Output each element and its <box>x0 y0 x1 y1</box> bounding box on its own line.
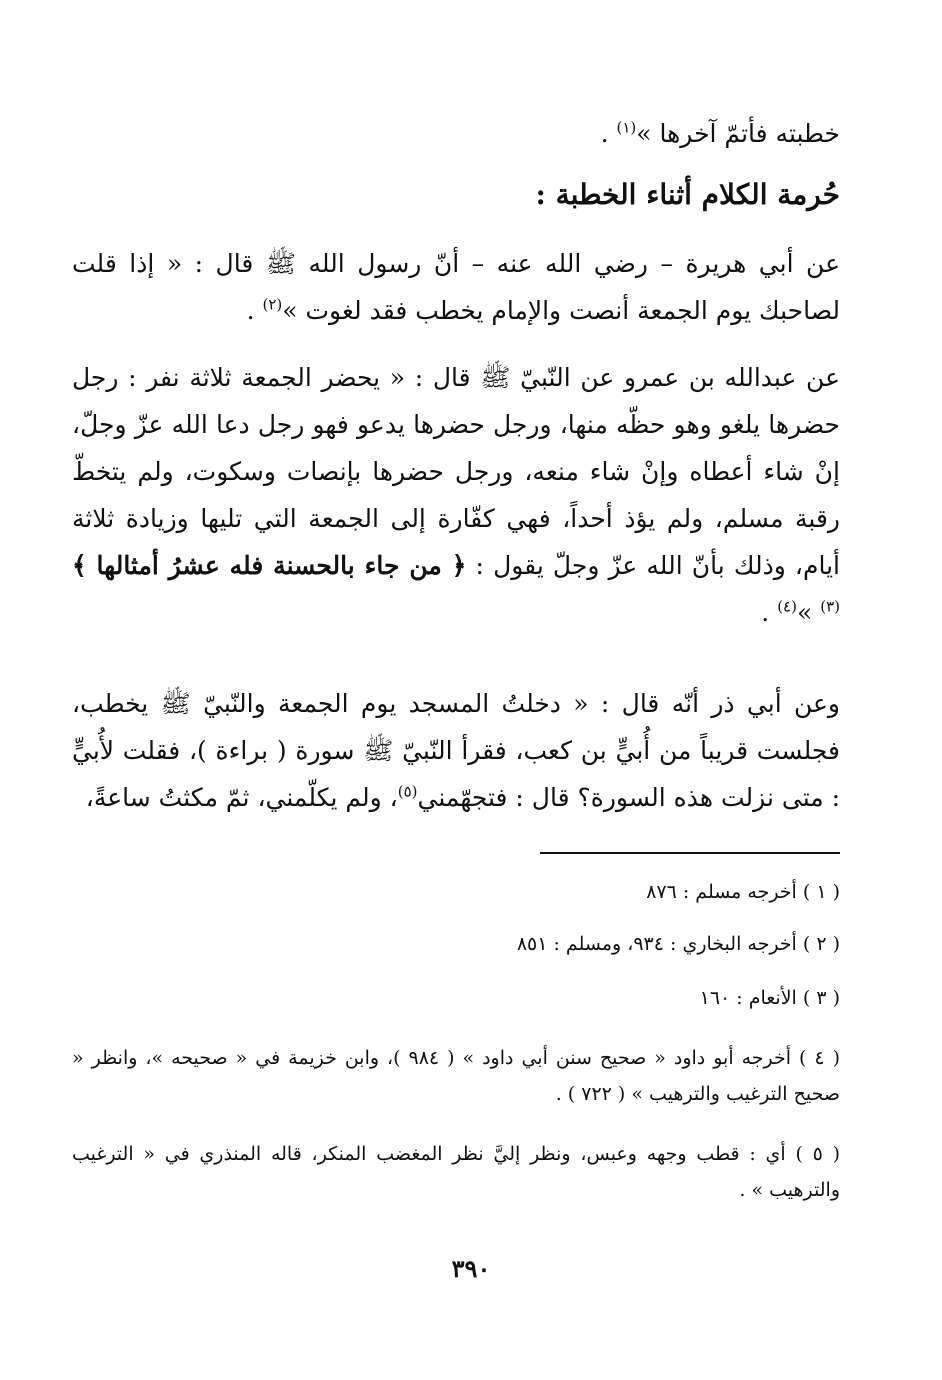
para2-text: عن عبدالله بن عمرو عن النّبيّ ﷺ قال : « يحضر الجمعة ثلاثة نفر : رجل حضرها يلغو وهو حظّه منها، ورجل حضرها يدعو فهو رجل دعا الله عزّ وجلّ، إنْ شاء أعطاه وإنْ شاء منعه، ورجل حضرها بإنصات وسكوت، ولم يتخطّ رقبة مسلم، ولم يؤذ أحداً، فهي كفّارة إلى الجمعة التي تليها وزيادة ثلاثة أيام، وذلك بأنّ الله عزّ وجلّ يقول : <box>72 363 840 580</box>
footnote-ref-4: (٤) <box>777 597 797 616</box>
hadith-paragraph-2 <box>72 354 840 636</box>
opening-line <box>72 110 840 157</box>
para3-post: ، ولم يكلّمني، ثمّ مكثتُ ساعةً، <box>85 783 398 812</box>
footnote-3: ( ٣ ) الأنعام : ١٦٠ <box>699 987 840 1009</box>
footnote-ref-5: (٥) <box>397 782 418 801</box>
footnote-5: ( ٥ ) أي : قطب وجهه وعبس، ونظر إليَّ نظر المغضب المنكر، قاله المنذري في « الترغيب والترهيب » . <box>72 1143 840 1201</box>
para1-text: عن أبي هريرة – رضي الله عنه – أنّ رسول الله ﷺ قال : « إذا قلت لصاحبك يوم الجمعة أنصت والإمام يخطب فقد لغوت » <box>72 249 840 325</box>
footnote-4: ( ٤ ) أخرجه أبو داود « صحيح سنن أبي داود » ( ٩٨٤ )، وابن خزيمة في « صحيحه »، وانظر « صحيح الترغيب والترهيب » ( ٧٢٢ ) . <box>72 1047 840 1105</box>
para1-end: . <box>246 296 263 325</box>
quran-verse: ﴿ من جاء بالحسنة فله عشرُ أمثالها ﴾ <box>72 551 467 580</box>
footnote-divider <box>540 852 840 854</box>
page-number: ٣٩٠ <box>451 1254 491 1283</box>
footnote-1: ( ١ ) أخرجه مسلم : ٨٧٦ <box>646 881 840 903</box>
footnote-ref-3: (٣) <box>820 597 840 616</box>
para2-end: . <box>761 598 778 627</box>
opening-text: خطبته فأتمّ آخرها » <box>636 119 840 148</box>
footnote-2: ( ٢ ) أخرجه البخاري : ٩٣٤، ومسلم : ٨٥١ <box>516 933 840 955</box>
footnote-ref-1: (١) <box>616 118 637 137</box>
hadith-paragraph-3 <box>72 680 840 821</box>
para2-mid: » <box>796 598 821 627</box>
hadith-paragraph-1 <box>72 240 840 334</box>
section-heading: حُرمة الكلام أثناء الخطبة : <box>535 178 840 211</box>
footnote-ref-2: (٢) <box>262 295 283 314</box>
opening-end: . <box>600 119 617 148</box>
para3-text: وعن أبي ذر أنّه قال : « دخلتُ المسجد يوم الجمعة والنّبيّ ﷺ يخطب، فجلست قريباً من أُبيٍّ بن كعب، فقرأ النّبيّ ﷺ سورة ( براءة )، فقلت لأُبيٍّ : متى نزلت هذه السورة؟ قال : فتجهّمني <box>72 689 840 812</box>
